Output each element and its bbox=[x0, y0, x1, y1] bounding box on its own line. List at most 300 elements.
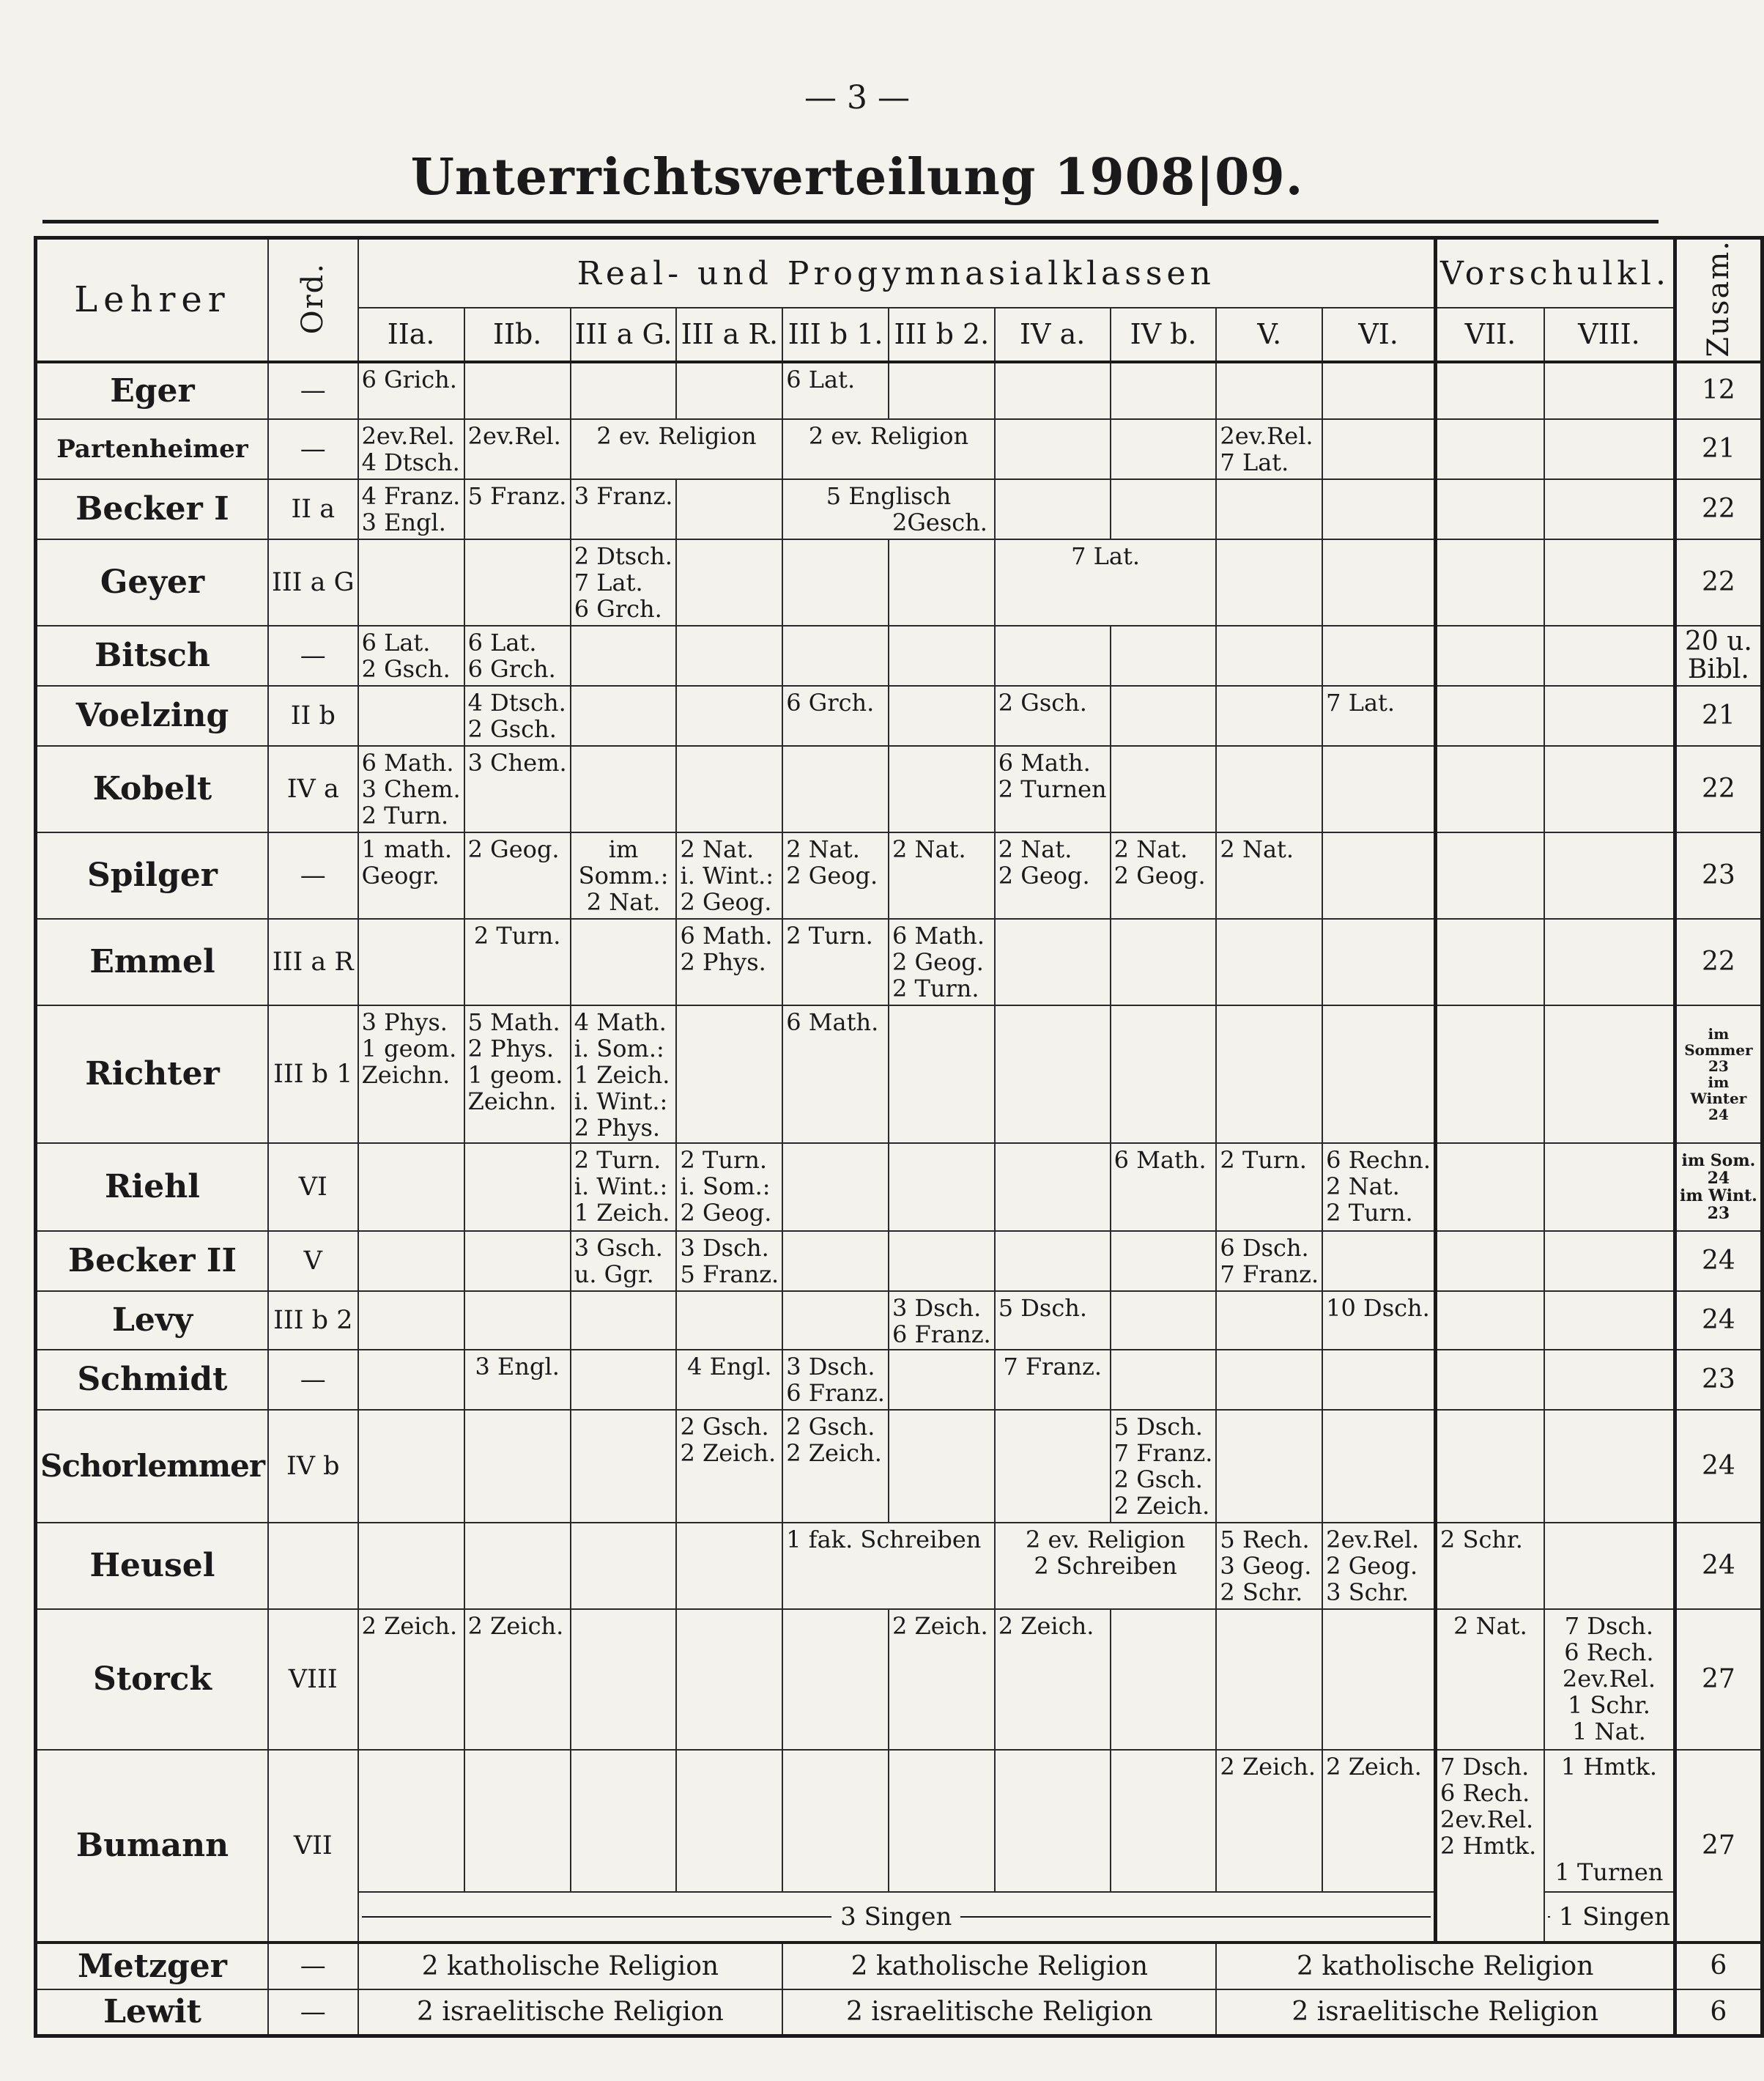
lesson-cell: 2ev.Rel. 4 Dtsch. bbox=[358, 419, 464, 479]
ordinarius: VIII bbox=[268, 1609, 358, 1750]
lesson-cell bbox=[1111, 1609, 1217, 1750]
lesson-cell bbox=[995, 919, 1111, 1005]
lesson-cell: 2 Nat. 2 Geog. bbox=[782, 832, 889, 919]
lesson-cell bbox=[676, 686, 782, 746]
header-zusammen: Zusam. bbox=[1675, 238, 1762, 362]
lesson-cell bbox=[1111, 1005, 1217, 1143]
lesson-cell bbox=[1111, 1350, 1217, 1410]
lesson-cell bbox=[782, 1750, 889, 1892]
lesson-cell: 3 Dsch. 5 Franz. bbox=[676, 1231, 782, 1291]
total-hours: 6 bbox=[1675, 1943, 1762, 1989]
lesson-cell bbox=[1111, 362, 1217, 419]
lesson-cell bbox=[571, 1609, 677, 1750]
lesson-cell bbox=[1436, 1350, 1544, 1410]
lesson-cell bbox=[1436, 686, 1544, 746]
lesson-cell bbox=[1216, 479, 1322, 539]
rule bbox=[362, 1916, 832, 1918]
lesson-cell bbox=[889, 686, 995, 746]
class-header: III a R. bbox=[676, 308, 782, 362]
total-hours: 21 bbox=[1675, 419, 1762, 479]
lesson-cell bbox=[995, 1750, 1111, 1892]
lesson-cell bbox=[1436, 419, 1544, 479]
total-hours: 23 bbox=[1675, 1350, 1762, 1410]
ordinarius: — bbox=[268, 419, 358, 479]
lesson-cell: 2 Zeich. bbox=[464, 1609, 571, 1750]
lesson-cell bbox=[1436, 919, 1544, 1005]
total-hours: 27 bbox=[1675, 1750, 1762, 1943]
lesson-cell: 3 Franz. bbox=[571, 479, 677, 539]
lesson-cell: 2 Nat. bbox=[1436, 1609, 1544, 1750]
table-row bbox=[36, 626, 1763, 686]
lesson-cell: 2 ev. Religion bbox=[782, 419, 995, 479]
lesson-cell bbox=[1436, 832, 1544, 919]
lesson-cell bbox=[1436, 746, 1544, 832]
lesson-cell bbox=[889, 1231, 995, 1291]
lesson-cell: 5 Math. 2 Phys. 1 geom. Zeichn. bbox=[464, 1005, 571, 1143]
total-hours: 24 bbox=[1675, 1410, 1762, 1523]
lesson-cell bbox=[995, 626, 1111, 686]
lesson-cell: 2 Gsch. 2 Zeich. bbox=[676, 1410, 782, 1523]
table-row bbox=[36, 539, 1763, 626]
total-hours: 22 bbox=[1675, 539, 1762, 626]
lesson-cell bbox=[571, 1291, 677, 1350]
lesson-cell: 2 Gsch. 2 Zeich. bbox=[782, 1410, 889, 1523]
lesson-cell bbox=[1216, 362, 1322, 419]
lesson-cell bbox=[889, 1350, 995, 1410]
lesson-cell: 7 Dsch. 6 Rech. 2ev.Rel. 2 Hmtk. bbox=[1436, 1750, 1544, 1943]
singen-vor-cell bbox=[1544, 1892, 1675, 1943]
teacher-name: Lewit bbox=[36, 1989, 269, 2036]
total-hours: 23 bbox=[1675, 832, 1762, 919]
lesson-cell: 3 Dsch. 6 Franz. bbox=[782, 1350, 889, 1410]
lesson-cell bbox=[464, 1410, 571, 1523]
lesson-cell bbox=[1111, 686, 1217, 746]
header-ord: Ord. bbox=[268, 238, 358, 362]
table-row bbox=[36, 1750, 1763, 1892]
table-row bbox=[36, 919, 1763, 1005]
lesson-cell bbox=[571, 626, 677, 686]
lesson-cell bbox=[1111, 1291, 1217, 1350]
teaching-schedule-table bbox=[34, 236, 1764, 2038]
lesson-cell bbox=[995, 362, 1111, 419]
lesson-cell bbox=[1436, 1291, 1544, 1350]
rule bbox=[1548, 1916, 1550, 1918]
lesson-cell bbox=[1111, 626, 1217, 686]
total-hours: 24 bbox=[1675, 1231, 1762, 1291]
lesson-cell bbox=[1544, 1410, 1675, 1523]
lesson-cell: 1 Hmtk. 1 Turnen bbox=[1544, 1750, 1675, 1892]
teacher-name: Spilger bbox=[36, 832, 269, 919]
lesson-cell bbox=[1111, 1231, 1217, 1291]
teacher-name: Eger bbox=[36, 362, 269, 419]
ordinarius: III a G bbox=[268, 539, 358, 626]
lesson-cell bbox=[889, 539, 995, 626]
lesson-cell bbox=[676, 1523, 782, 1609]
lesson-cell: 4 Engl. bbox=[676, 1350, 782, 1410]
lesson-cell bbox=[571, 1410, 677, 1523]
lesson-cell: 7 Lat. bbox=[1322, 686, 1435, 746]
lesson-cell: 2 Zeich. bbox=[358, 1609, 464, 1750]
ordinarius: II a bbox=[268, 479, 358, 539]
table-row bbox=[36, 686, 1763, 746]
religion-span: 2 katholische Religion bbox=[1216, 1943, 1675, 1989]
lesson-cell bbox=[571, 919, 677, 1005]
lesson-cell bbox=[1111, 1750, 1217, 1892]
lesson-cell: 3 Phys. 1 geom. Zeichn. bbox=[358, 1005, 464, 1143]
lesson-cell bbox=[571, 1350, 677, 1410]
teacher-name: Bitsch bbox=[36, 626, 269, 686]
teacher-name: Schmidt bbox=[36, 1350, 269, 1410]
table-row bbox=[36, 1143, 1763, 1231]
lesson-cell: 2ev.Rel. bbox=[464, 419, 571, 479]
lesson-cell: im Somm.: 2 Nat. bbox=[571, 832, 677, 919]
lesson-cell bbox=[1322, 539, 1435, 626]
lesson-cell bbox=[782, 1291, 889, 1350]
table-row bbox=[36, 1350, 1763, 1410]
lesson-cell bbox=[464, 1143, 571, 1231]
lesson-cell bbox=[1544, 1231, 1675, 1291]
lesson-cell bbox=[676, 479, 782, 539]
lesson-cell bbox=[1544, 919, 1675, 1005]
lesson-cell bbox=[1322, 1231, 1435, 1291]
table-row bbox=[36, 1291, 1763, 1350]
header-real-progymnasial: Real- und Progymnasialklassen bbox=[358, 238, 1436, 308]
lesson-cell bbox=[1322, 919, 1435, 1005]
total-hours: 21 bbox=[1675, 686, 1762, 746]
lesson-cell: 2 ev. Religion bbox=[571, 419, 783, 479]
lesson-cell bbox=[782, 1143, 889, 1231]
lesson-cell: 2 Zeich. bbox=[1322, 1750, 1435, 1892]
table-row bbox=[36, 479, 1763, 539]
class-header: VI. bbox=[1322, 308, 1435, 362]
lesson-cell bbox=[358, 1143, 464, 1231]
teacher-name: Voelzing bbox=[36, 686, 269, 746]
lesson-cell: 2 ev. Religion 2 Schreiben bbox=[995, 1523, 1217, 1609]
title-rule bbox=[42, 220, 1659, 223]
lesson-cell bbox=[1436, 626, 1544, 686]
lesson-cell: 1 fak. Schreiben bbox=[782, 1523, 995, 1609]
lesson-cell bbox=[571, 746, 677, 832]
lesson-cell: 6 Lat. 6 Grch. bbox=[464, 626, 571, 686]
lesson-cell bbox=[1436, 362, 1544, 419]
lesson-cell bbox=[889, 1410, 995, 1523]
lesson-cell bbox=[995, 1143, 1111, 1231]
lesson-cell bbox=[676, 539, 782, 626]
lesson-cell bbox=[1544, 539, 1675, 626]
table-row bbox=[36, 362, 1763, 419]
lesson-cell: 2 Turn. i. Som.: 2 Geog. bbox=[676, 1143, 782, 1231]
lesson-cell bbox=[1111, 419, 1217, 479]
religion-span: 2 katholische Religion bbox=[782, 1943, 1216, 1989]
lesson-cell bbox=[782, 626, 889, 686]
lesson-cell bbox=[571, 686, 677, 746]
lesson-cell bbox=[1544, 1523, 1675, 1609]
singen-vor bbox=[1548, 1902, 1670, 1932]
lesson-cell: 3 Gsch. u. Ggr. bbox=[571, 1231, 677, 1291]
lesson-cell: 6 Grch. bbox=[782, 686, 889, 746]
ordinarius: V bbox=[268, 1231, 358, 1291]
ordinarius: IV b bbox=[268, 1410, 358, 1523]
teacher-name: Becker I bbox=[36, 479, 269, 539]
lesson-cell bbox=[1544, 1143, 1675, 1231]
lesson-cell bbox=[889, 1750, 995, 1892]
lesson-cell bbox=[1322, 832, 1435, 919]
lesson-cell: 5 Rech. 3 Geog. 2 Schr. bbox=[1216, 1523, 1322, 1609]
lesson-cell bbox=[358, 1410, 464, 1523]
class-header: III a G. bbox=[571, 308, 677, 362]
ordinarius: IV a bbox=[268, 746, 358, 832]
lesson-cell bbox=[1544, 1350, 1675, 1410]
lesson-cell bbox=[464, 362, 571, 419]
lesson-cell: 7 Lat. bbox=[995, 539, 1217, 626]
lesson-cell bbox=[1216, 626, 1322, 686]
lesson-cell bbox=[676, 746, 782, 832]
ordinarius: VI bbox=[268, 1143, 358, 1231]
singen-real-cell bbox=[358, 1892, 1436, 1943]
total-hours: 22 bbox=[1675, 919, 1762, 1005]
lesson-span: 2Gesch. bbox=[892, 508, 987, 536]
lesson-cell bbox=[1111, 746, 1217, 832]
lesson-cell: 6 Math. 2 Turnen bbox=[995, 746, 1111, 832]
lesson-cell: 6 Math. 2 Geog. 2 Turn. bbox=[889, 919, 995, 1005]
page-title: Unterrichtsverteilung 1908|09. bbox=[410, 148, 1304, 207]
religion-span: 2 israelitische Religion bbox=[358, 1989, 783, 2036]
teacher-name: Partenheimer bbox=[36, 419, 269, 479]
lesson-cell: 2 Turn. bbox=[1216, 1143, 1322, 1231]
lesson-cell bbox=[1322, 362, 1435, 419]
teacher-name: Geyer bbox=[36, 539, 269, 626]
lesson-cell bbox=[1216, 919, 1322, 1005]
lesson-cell bbox=[358, 1291, 464, 1350]
lesson-cell bbox=[358, 686, 464, 746]
class-header: IV a. bbox=[995, 308, 1111, 362]
lesson-cell: 2 Nat. bbox=[1216, 832, 1322, 919]
lesson-cell bbox=[1111, 919, 1217, 1005]
total-hours: 22 bbox=[1675, 746, 1762, 832]
lesson-cell bbox=[1322, 1005, 1435, 1143]
lesson-cell bbox=[1322, 746, 1435, 832]
total-hours: 27 bbox=[1675, 1609, 1762, 1750]
lesson-span: 5 Englisch bbox=[826, 481, 952, 510]
table-row bbox=[36, 1005, 1763, 1143]
lesson-cell bbox=[358, 919, 464, 1005]
lesson-cell bbox=[464, 1750, 571, 1892]
lesson-cell bbox=[676, 1609, 782, 1750]
ordinarius: VII bbox=[268, 1750, 358, 1943]
ordinarius: — bbox=[268, 1350, 358, 1410]
religion-span: 2 katholische Religion bbox=[358, 1943, 783, 1989]
lesson-cell bbox=[1436, 1410, 1544, 1523]
lesson-cell bbox=[1322, 1609, 1435, 1750]
lesson-cell: 6 Math. 2 Phys. bbox=[676, 919, 782, 1005]
table-row bbox=[36, 1523, 1763, 1609]
ordinarius: — bbox=[268, 1943, 358, 1989]
lesson-cell bbox=[1436, 479, 1544, 539]
lesson-cell bbox=[1111, 479, 1217, 539]
lesson-cell bbox=[1322, 1410, 1435, 1523]
lesson-cell: 2 Nat. i. Wint.: 2 Geog. bbox=[676, 832, 782, 919]
lesson-cell: 5 Franz. bbox=[464, 479, 571, 539]
lesson-cell bbox=[1544, 832, 1675, 919]
lesson-cell bbox=[1544, 746, 1675, 832]
lesson-cell: 2 Turn. bbox=[782, 919, 889, 1005]
lesson-cell bbox=[571, 1523, 677, 1609]
lesson-cell bbox=[1216, 1005, 1322, 1143]
lesson-cell bbox=[358, 1750, 464, 1892]
lesson-cell: 6 Math. 3 Chem. 2 Turn. bbox=[358, 746, 464, 832]
lesson-cell bbox=[995, 479, 1111, 539]
lesson-cell bbox=[782, 746, 889, 832]
lesson-cell bbox=[464, 1291, 571, 1350]
teacher-name: Heusel bbox=[36, 1523, 269, 1609]
lesson-cell bbox=[1544, 1291, 1675, 1350]
teacher-name: Richter bbox=[36, 1005, 269, 1143]
lesson-cell bbox=[995, 1231, 1111, 1291]
lesson-cell bbox=[1216, 1609, 1322, 1750]
ordinarius: — bbox=[268, 832, 358, 919]
lesson-cell: 4 Dtsch. 2 Gsch. bbox=[464, 686, 571, 746]
ordinarius: — bbox=[268, 362, 358, 419]
teacher-name: Kobelt bbox=[36, 746, 269, 832]
lesson-cell: 5 Dsch. bbox=[995, 1291, 1111, 1350]
lesson-cell bbox=[889, 626, 995, 686]
teacher-name: Levy bbox=[36, 1291, 269, 1350]
lesson-cell: 2ev.Rel. 7 Lat. bbox=[1216, 419, 1322, 479]
total-hours: 12 bbox=[1675, 362, 1762, 419]
lesson-cell: 2 Dtsch. 7 Lat. 6 Grch. bbox=[571, 539, 677, 626]
lesson-cell bbox=[1544, 362, 1675, 419]
lesson-cell bbox=[571, 362, 677, 419]
table-row bbox=[36, 832, 1763, 919]
teacher-name: Becker II bbox=[36, 1231, 269, 1291]
lesson-cell: 4 Math. i. Som.: 1 Zeich. i. Wint.: 2 Phys. bbox=[571, 1005, 677, 1143]
lesson-cell bbox=[1544, 626, 1675, 686]
lesson-cell bbox=[1544, 686, 1675, 746]
class-header: III b 2. bbox=[889, 308, 995, 362]
lesson-cell bbox=[782, 479, 995, 539]
total-hours: 20 u. Bibl. bbox=[1675, 626, 1762, 686]
lesson-cell bbox=[1216, 746, 1322, 832]
lesson-cell bbox=[782, 1609, 889, 1750]
lesson-cell: 2 Geog. bbox=[464, 832, 571, 919]
lesson-cell bbox=[358, 1350, 464, 1410]
lesson-cell bbox=[1216, 1291, 1322, 1350]
lesson-cell bbox=[1322, 479, 1435, 539]
lesson-cell bbox=[1322, 419, 1435, 479]
lesson-cell: 7 Dsch. 6 Rech. 2ev.Rel. 1 Schr. 1 Nat. bbox=[1544, 1609, 1675, 1750]
lesson-cell bbox=[676, 1291, 782, 1350]
lesson-cell bbox=[676, 1005, 782, 1143]
lesson-cell bbox=[464, 539, 571, 626]
lesson-cell bbox=[889, 362, 995, 419]
total-hours: 22 bbox=[1675, 479, 1762, 539]
lesson-cell bbox=[1436, 1143, 1544, 1231]
lesson-cell: 2 Nat. 2 Geog. bbox=[995, 832, 1111, 919]
lesson-cell bbox=[1436, 1231, 1544, 1291]
lesson-cell bbox=[782, 1231, 889, 1291]
lesson-cell bbox=[1436, 539, 1544, 626]
table-row bbox=[36, 1410, 1763, 1523]
ordinarius: — bbox=[268, 1989, 358, 2036]
class-header: IV b. bbox=[1111, 308, 1217, 362]
class-header: VII. bbox=[1436, 308, 1544, 362]
lesson-cell bbox=[1436, 1005, 1544, 1143]
lesson-cell bbox=[1544, 1005, 1675, 1143]
table-row bbox=[36, 746, 1763, 832]
lesson-cell bbox=[464, 1231, 571, 1291]
total-hours: 24 bbox=[1675, 1523, 1762, 1609]
teacher-name: Storck bbox=[36, 1609, 269, 1750]
lesson-cell bbox=[571, 1750, 677, 1892]
class-header: IIb. bbox=[464, 308, 571, 362]
lesson-cell: 3 Chem. bbox=[464, 746, 571, 832]
header-vorschulklassen: Vorschulkl. bbox=[1436, 238, 1675, 308]
lesson-cell bbox=[1544, 419, 1675, 479]
lesson-cell bbox=[889, 746, 995, 832]
lesson-cell bbox=[995, 419, 1111, 479]
lesson-cell bbox=[1216, 539, 1322, 626]
table-row bbox=[36, 1609, 1763, 1750]
lesson-cell: 6 Math. bbox=[1111, 1143, 1217, 1231]
lesson-cell bbox=[1216, 1350, 1322, 1410]
lesson-cell: 2 Nat. 2 Geog. bbox=[1111, 832, 1217, 919]
class-header: V. bbox=[1216, 308, 1322, 362]
teacher-name: Emmel bbox=[36, 919, 269, 1005]
teacher-name: Riehl bbox=[36, 1143, 269, 1231]
lesson-cell bbox=[995, 1410, 1111, 1523]
ordinarius: III a R bbox=[268, 919, 358, 1005]
religion-span: 2 israelitische Religion bbox=[1216, 1989, 1675, 2036]
ordinarius: III b 2 bbox=[268, 1291, 358, 1350]
lesson-cell bbox=[1322, 626, 1435, 686]
singen-real-label: 3 Singen bbox=[840, 1901, 952, 1932]
lesson-cell: 7 Franz. bbox=[995, 1350, 1111, 1410]
lesson-cell: 2 Turn. i. Wint.: 1 Zeich. bbox=[571, 1143, 677, 1231]
lesson-cell bbox=[995, 1005, 1111, 1143]
lesson-cell: 2 Turn. bbox=[464, 919, 571, 1005]
lesson-cell: 6 Lat. 2 Gsch. bbox=[358, 626, 464, 686]
singen-real bbox=[362, 1902, 1431, 1932]
lesson-cell bbox=[782, 539, 889, 626]
total-hours: im Sommer 23 im Winter 24 bbox=[1675, 1005, 1762, 1143]
lesson-cell: 4 Franz. 3 Engl. bbox=[358, 479, 464, 539]
singen-vor-label: 1 Singen bbox=[1558, 1901, 1670, 1932]
lesson-cell: 6 Rechn. 2 Nat. 2 Turn. bbox=[1322, 1143, 1435, 1231]
header-lehrer: Lehrer bbox=[36, 238, 269, 362]
ordinarius: III b 1 bbox=[268, 1005, 358, 1143]
lesson-cell: 1 math. Geogr. bbox=[358, 832, 464, 919]
table-row bbox=[36, 1231, 1763, 1291]
table-row bbox=[36, 419, 1763, 479]
ordinarius: II b bbox=[268, 686, 358, 746]
lesson-cell bbox=[358, 1523, 464, 1609]
lesson-cell bbox=[1216, 686, 1322, 746]
lesson-cell bbox=[1216, 1410, 1322, 1523]
lesson-cell bbox=[889, 1005, 995, 1143]
class-header: IIa. bbox=[358, 308, 464, 362]
ordinarius bbox=[268, 1523, 358, 1609]
page-number: — 3 — bbox=[804, 79, 910, 117]
lesson-cell: 2 Nat. bbox=[889, 832, 995, 919]
teacher-name: Metzger bbox=[36, 1943, 269, 1989]
lesson-cell: 2ev.Rel. 2 Geog. 3 Schr. bbox=[1322, 1523, 1435, 1609]
lesson-cell bbox=[676, 362, 782, 419]
lesson-cell bbox=[889, 1143, 995, 1231]
table-row bbox=[36, 1989, 1763, 2036]
total-hours: 6 bbox=[1675, 1989, 1762, 2036]
lesson-cell bbox=[358, 539, 464, 626]
teacher-name: Bumann bbox=[36, 1750, 269, 1943]
